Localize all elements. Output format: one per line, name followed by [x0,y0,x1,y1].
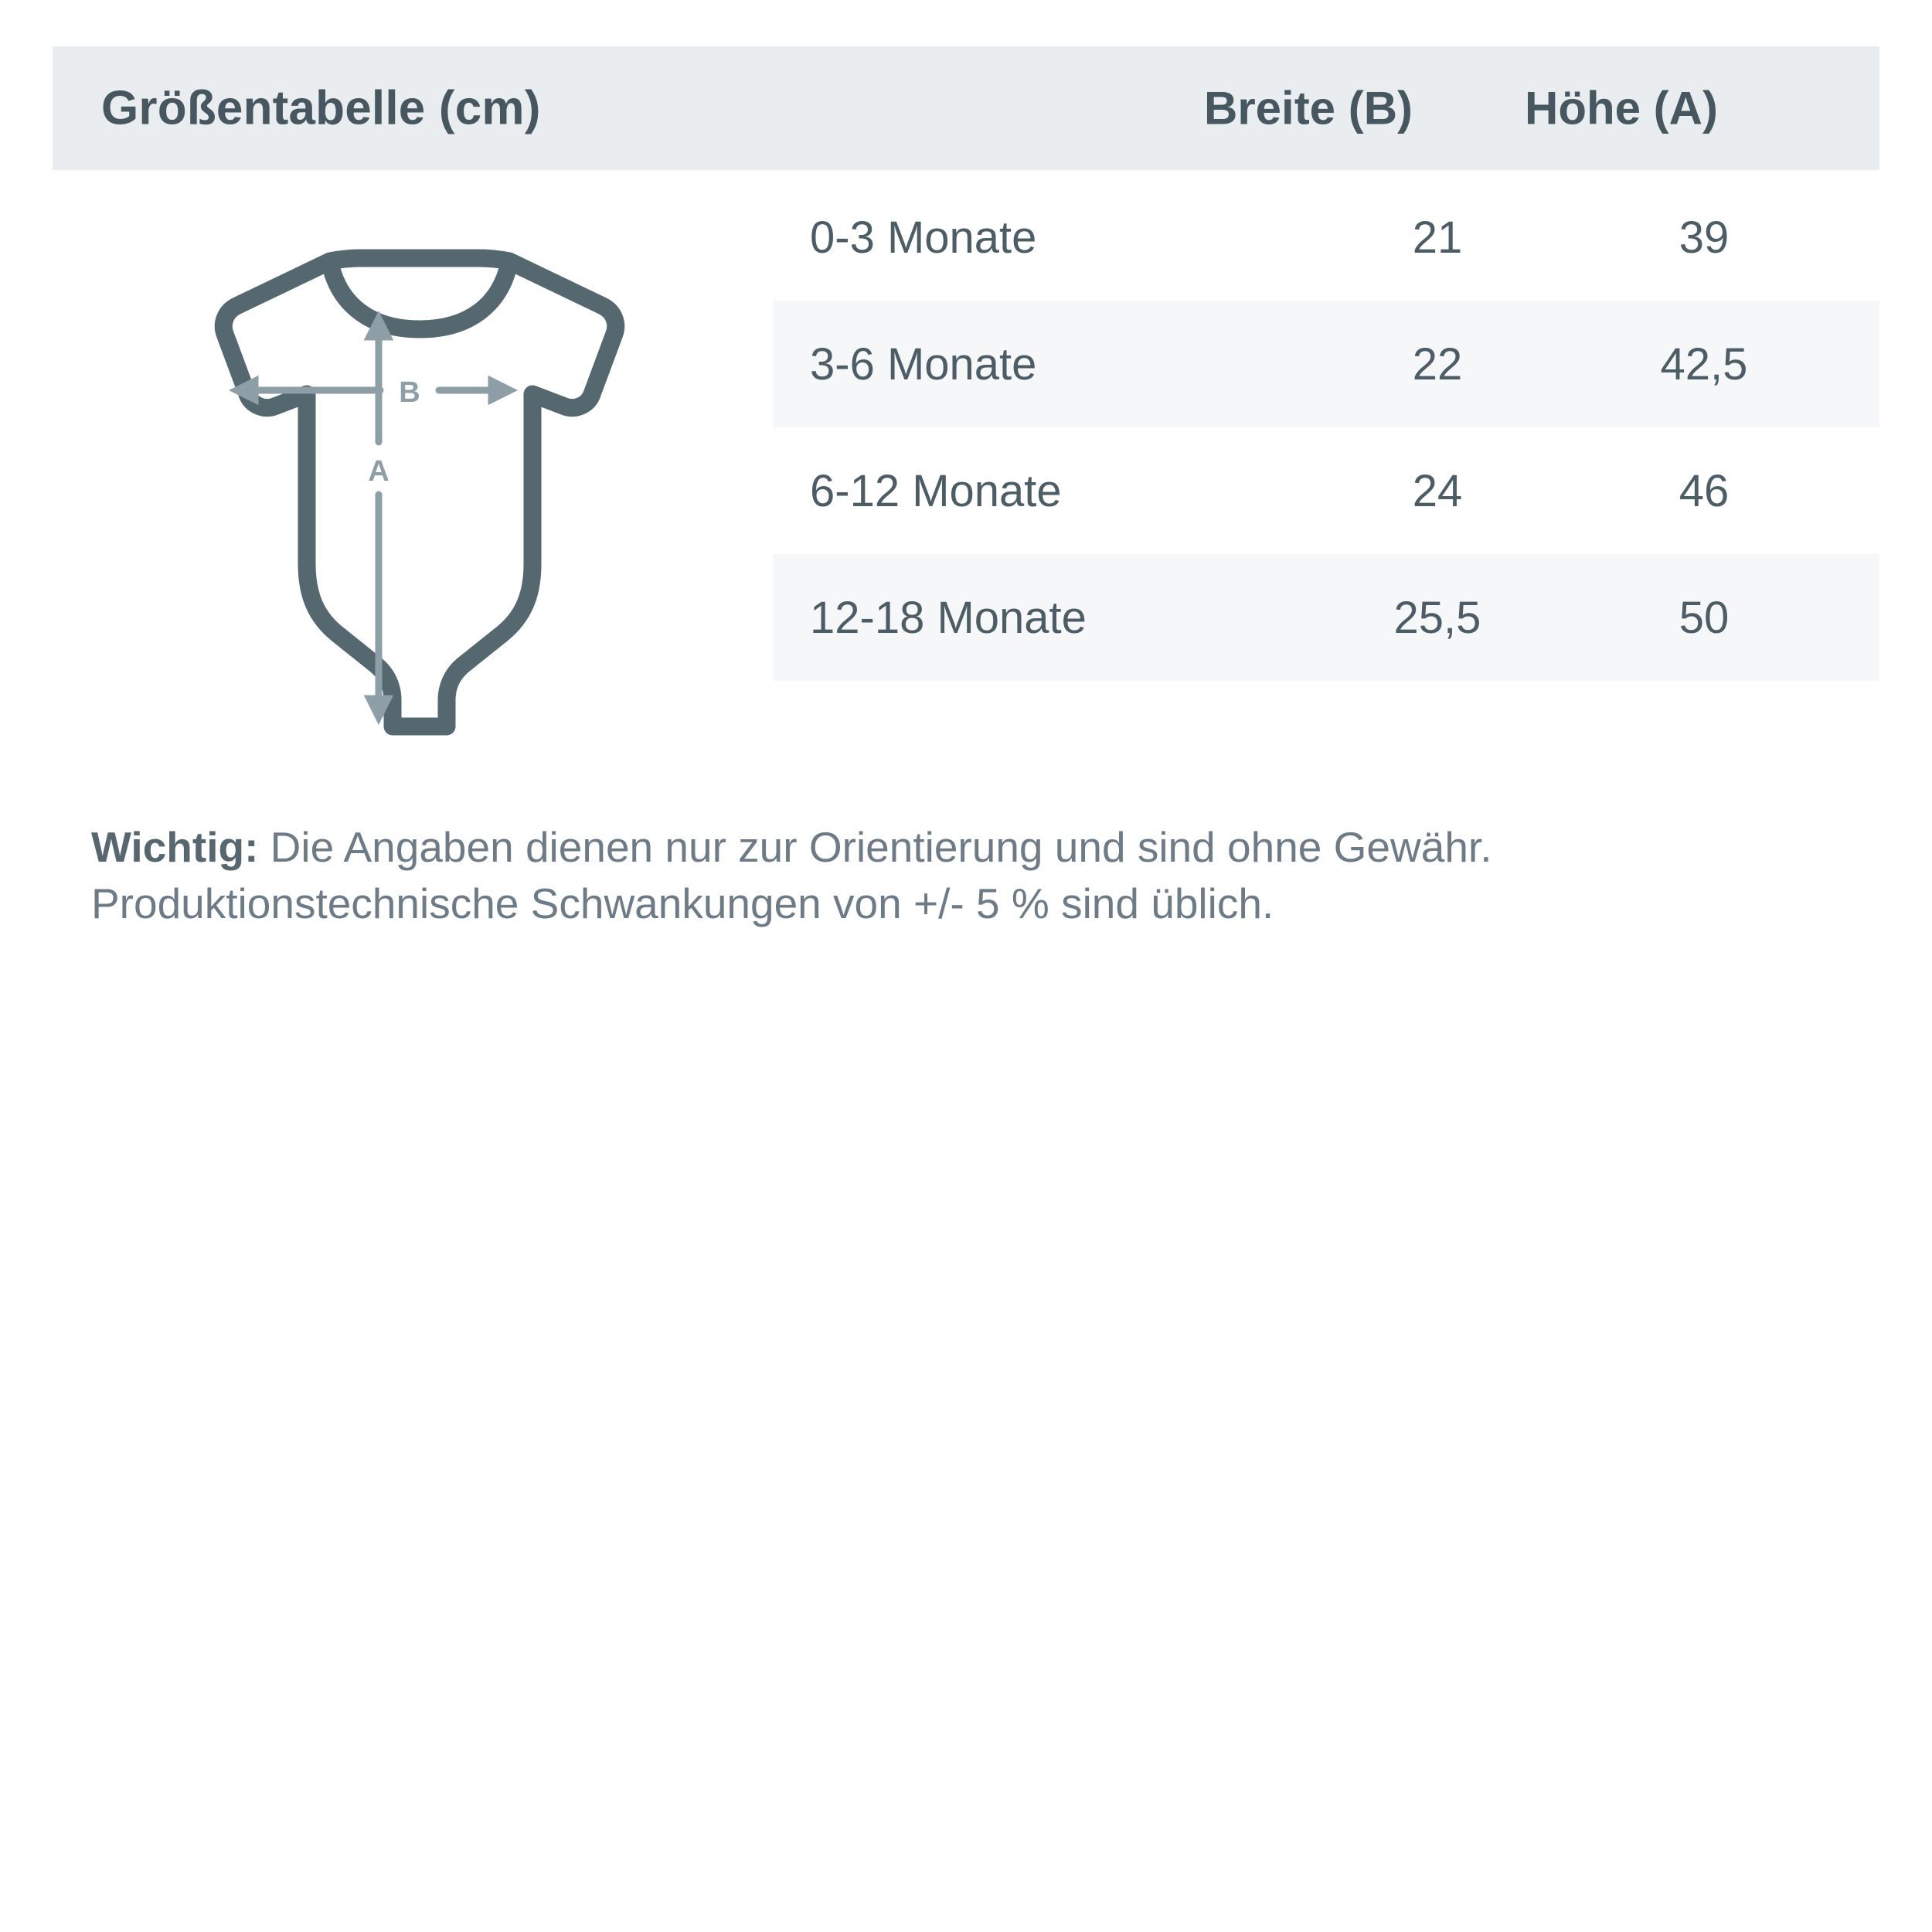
cell-size: 3-6 Monate [810,338,1037,389]
table-row [773,301,1879,427]
column-header-width: Breite (B) [1203,82,1413,134]
table-row [773,174,1879,301]
bodysuit-diagram [139,232,696,757]
size-chart-header [53,46,1879,170]
cell-height: 50 [1679,592,1730,643]
column-header-height: Höhe (A) [1525,82,1718,134]
cell-width: 21 [1412,212,1463,263]
cell-size: 6-12 Monate [810,465,1062,516]
baby-bodysuit-icon [223,258,615,726]
width-label: B [399,376,420,409]
disclaimer-lead: Wichtig: [91,823,259,871]
disclaimer-text: Die Angaben dienen nur zur Orientierung und sind ohne Gewähr. Produktionstechnische Schwankungen von +/- 5 % sind üblich. [91,823,1492,927]
size-table [773,174,1879,681]
cell-height: 39 [1679,212,1730,263]
page-title: Größentabelle (cm) [101,81,541,135]
cell-width: 22 [1412,338,1463,389]
cell-size: 12-18 Monate [810,592,1087,643]
height-label: A [368,455,389,488]
cell-width: 24 [1412,465,1463,516]
cell-size: 0-3 Monate [810,212,1037,263]
table-row [773,427,1879,554]
cell-width: 25,5 [1393,592,1481,643]
table-row [773,554,1879,681]
cell-height: 46 [1679,465,1730,516]
cell-height: 42,5 [1660,338,1748,389]
disclaimer-note [91,819,1853,931]
